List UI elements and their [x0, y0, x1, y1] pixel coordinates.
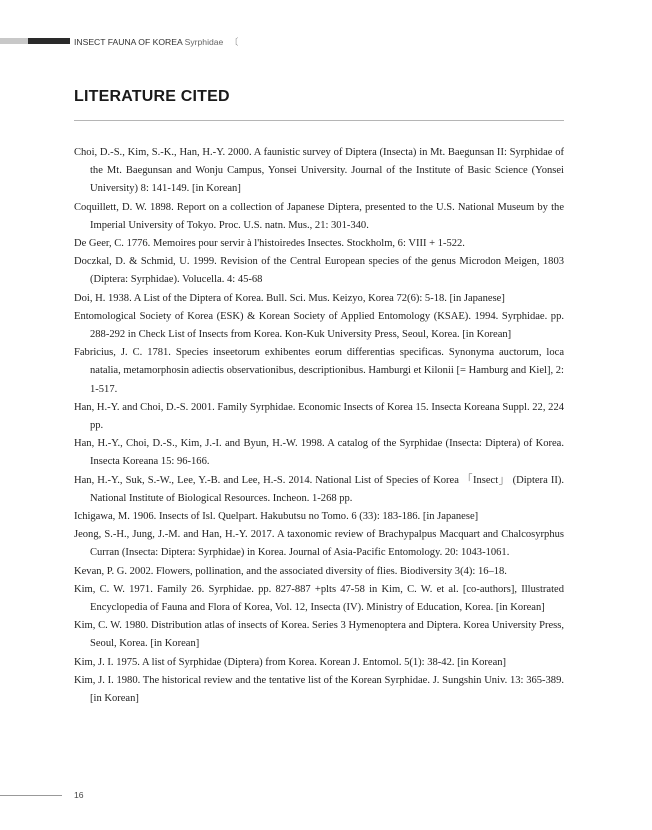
reference-entry: Ichigawa, M. 1906. Insects of Isl. Quelpart. Hakubutsu no Tomo. 6 (33): 183-186. [in Japanese] — [74, 511, 479, 523]
footer-rule — [0, 795, 62, 796]
reference-entry: Kim, J. I. 1980. The historical review and the tentative list of the Korean Syrphidae. J. Sungshin Univ. 13: 365-389. [in Korean] — [74, 674, 564, 705]
section-title: LITERATURE CITED — [74, 88, 230, 105]
reference-entry: Coquillett, D. W. 1898. Report on a collection of Japanese Diptera, presented to the U.S. National Museum by the Imperial University of Tokyo. Proc. U.S. natn. Mus., 21: 301-340. — [74, 201, 564, 231]
reference-entry: De Geer, C. 1776. Memoires pour servir à l'histoiredes Insectes. Stockholm, 6: VIII + 1-522. — [74, 238, 465, 250]
header-bar — [0, 38, 70, 44]
reference-entry: Entomological Society of Korea (ESK) & Korean Society of Applied Entomology (KSAE). 1994. Syrphidae. pp. 288-292 in Check List of Insects from Korea. Kon-Kuk University Press, Seoul, Korea. [in Korean] — [74, 310, 564, 341]
reference-entry: Choi, D.-S., Kim, S.-K., Han, H.-Y. 2000. A faunistic survey of Diptera (Insecta) in Mt. Baegunsan II: Syrphidae of the Mt. Baegunsan and Wonju Campus, Yonsei University. Journal of the Institute of Basic Science (Yonsei University) 8: 141-149. [in Korean] — [74, 147, 564, 195]
reference-entry: Fabricius, J. C. 1781. Species inseetorum exhibentes eorum differentias specificas. Synonyma auctorum, loca natalia, metamorphosin adiectis observationibus, descriptionibus. Hamburgi et Kilonii [= Hamburg and Kiel], 2: 1-517. — [74, 347, 564, 395]
header-bar-dark-segment — [28, 38, 70, 44]
reference-entry: Han, H.-Y., Suk, S.-W., Lee, Y.-B. and Lee, H.-S. 2014. National List of Species of Korea 「Insect」 (Diptera II). National Institute of Biological Resources. Incheon. 1-268 pp. — [74, 474, 564, 504]
running-head-family: Syrphidae — [184, 37, 224, 47]
reference-entry: Kevan, P. G. 2002. Flowers, pollination, and the associated diversity of flies. Biodiversity 3(4): 16–18. — [74, 565, 507, 577]
running-head-series: INSECT FAUNA OF KOREA — [74, 37, 183, 47]
reference-entry: Doi, H. 1938. A List of the Diptera of Korea. Bull. Sci. Mus. Keizyo, Korea 72(6): 5-18. [in Japanese] — [74, 292, 505, 304]
reference-entry: Han, H.-Y. and Choi, D.-S. 2001. Family Syrphidae. Economic Insects of Korea 15. Insecta Koreana Suppl. 22, 224 pp. — [74, 401, 564, 432]
reference-entry: Han, H.-Y., Choi, D.-S., Kim, J.-I. and Byun, H.-W. 1998. A catalog of the Syrphidae (Insecta: Diptera) of Korea. Insecta Koreana 15: 96-166. — [74, 438, 564, 468]
running-head — [74, 36, 238, 48]
page-number: 16 — [74, 790, 84, 800]
reference-entry: Jeong, S.-H., Jung, J.-M. and Han, H.-Y. 2017. A taxonomic review of Brachypalpus Macquart and Chalcosyrphus Curran (Insecta: Diptera: Syrphidae) in Korea. Journal of Asia-Pacific Entomology. 20: 1043-1061. — [74, 529, 564, 559]
reference-entry: Kim, J. I. 1975. A list of Syrphidae (Diptera) from Korea. Korean J. Entomol. 5(1): 38-42. [in Korean] — [74, 656, 507, 668]
reference-entry: Kim, C. W. 1980. Distribution atlas of insects of Korea. Series 3 Hymenoptera and Diptera. Korea University Press, Seoul, Korea. [in Korean] — [74, 620, 564, 650]
header-bar-light-segment — [0, 38, 28, 44]
running-head-bracket: 〔 — [229, 37, 239, 47]
reference-entry: Doczkal, D. & Schmid, U. 1999. Revision of the Central European species of the genus Microdon Meigen, 1803 (Diptera: Syrphidae). Volucella. 4: 45-68 — [74, 256, 564, 286]
title-divider — [74, 120, 564, 121]
reference-entry: Kim, C. W. 1971. Family 26. Syrphidae. pp. 827-887 +plts 47-58 in Kim, C. W. et al. [co-authors], Illustrated Encyclopedia of Fauna and Flora of Korea, Vol. 12, Insecta (IV). Ministry of Education, Korea. [in Korean] — [74, 583, 564, 614]
reference-list — [74, 144, 564, 708]
